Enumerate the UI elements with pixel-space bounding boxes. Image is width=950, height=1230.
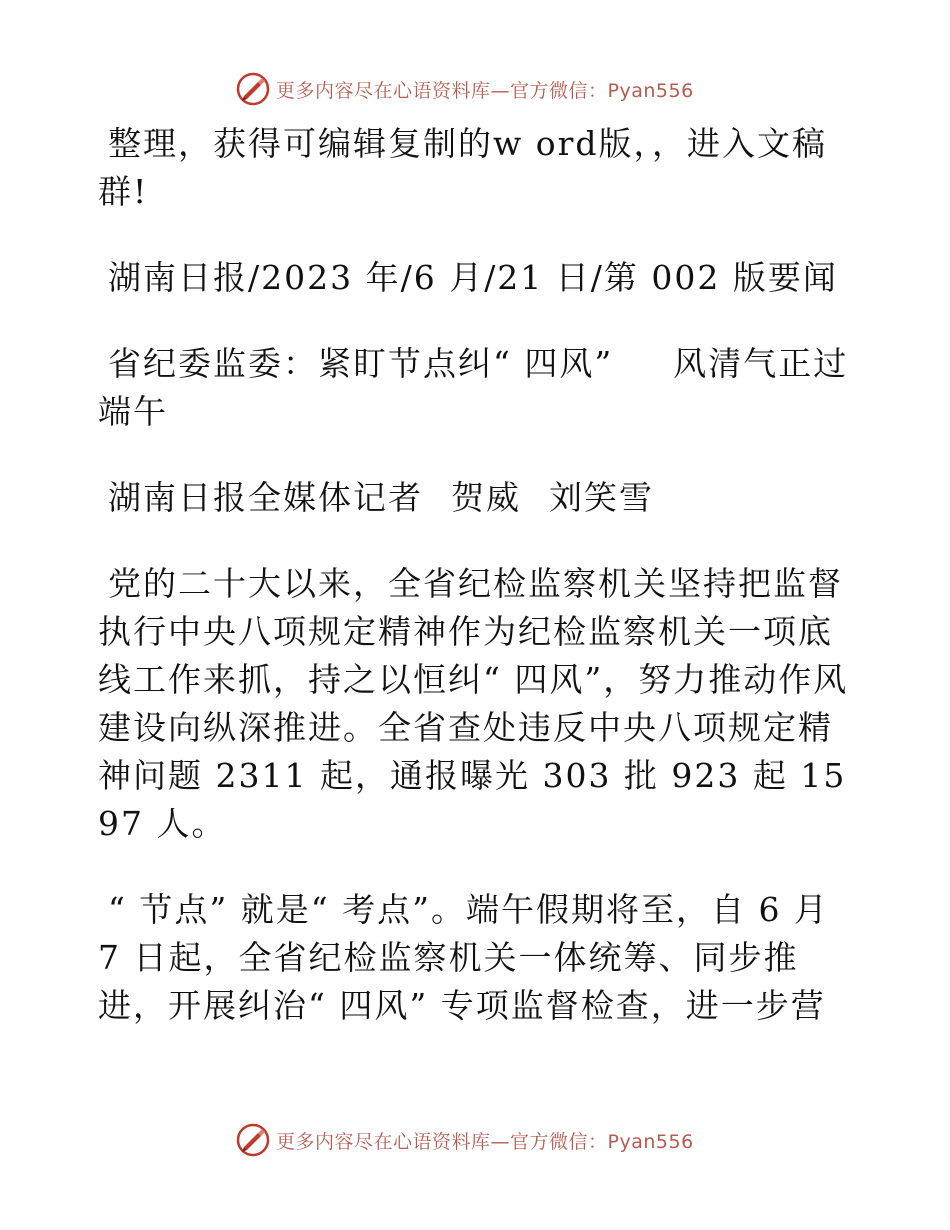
body-paragraph: 党的二十大以来，全省纪检监察机关坚持把监督执行中央八项规定精神作为纪检监察机关一项底线工作来抓，持之以恒纠“ 四风”，努力推动作风建设向纵深推进。全省查处违反中央八项规定精神问题 2311 起，通报曝光 303 批 923 起 1597 人。 — [98, 564, 849, 843]
headline-part2: 风清气正过端午 — [98, 344, 849, 431]
source-line: 湖南日报/2023 年/6 月/21 日/第 002 版要闻 — [108, 258, 838, 297]
byline-org: 湖南日报全媒体记者 — [108, 478, 423, 517]
watermark-text: 更多内容尽在心语资料库—官方微信：Pyan556 — [276, 79, 694, 102]
header-watermark — [236, 72, 694, 106]
footer-watermark — [236, 1123, 694, 1157]
watermark-text: 更多内容尽在心语资料库—官方微信：Pyan556 — [276, 1130, 694, 1153]
intro-line: 整理，获得可编辑复制的w ord版，，进入文稿群! — [98, 124, 828, 211]
headline-part1: 省纪委监委：紧盯节点纠“ 四风” — [108, 344, 614, 383]
body-paragraph: “ 节点” 就是“ 考点”。端午假期将至，自 6 月 7 日起，全省纪检监察机关一体统筹、同步推进，开展纠治“ 四风” 专项监督检查，进一步营 — [98, 890, 829, 1025]
pen-logo-icon — [236, 72, 270, 106]
byline-name: 刘笑雪 — [549, 478, 654, 517]
headline — [98, 340, 850, 436]
byline-name: 贺威 — [451, 478, 521, 517]
pen-logo-icon — [236, 1123, 270, 1157]
document-body — [98, 120, 850, 1068]
byline — [98, 474, 850, 522]
